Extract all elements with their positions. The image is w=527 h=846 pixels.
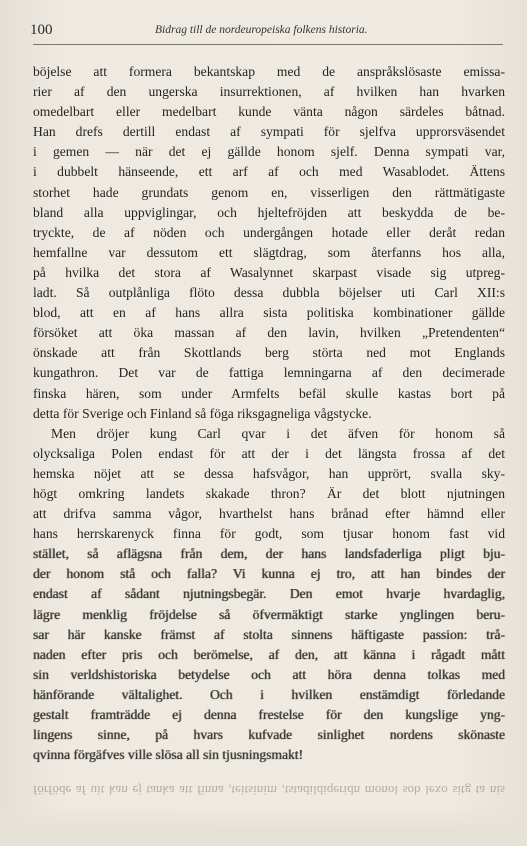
text-line: önskade att från Skottlands berg störta ned mot Englands bbox=[33, 345, 505, 361]
bleed-through-text: förföde af uit kan ej tanka att finna ,teitsinim ,tstadildiqeridn monol sob lexo sitg ta nis bbox=[33, 783, 505, 798]
text-line: på hvilka det stora af Wasalynnet skarpast visade sig utpreg- bbox=[33, 264, 505, 280]
text-line: kungathron. Det var de fattiga lemningarna af den decimerade bbox=[33, 365, 505, 381]
text-line: omedelbart eller medelbart kunde vänta någon särdeles båtnad. bbox=[33, 104, 505, 120]
page-header bbox=[0, 18, 527, 44]
text-line: bland alla uppviglingar, och hjeltefröjden att beskydda de be- bbox=[33, 204, 505, 220]
text-line: Men dröjer kung Carl qvar i det äfven för honom så bbox=[51, 425, 505, 441]
text-line: högt omkring landets skakade thron? Är det blott njutningen bbox=[33, 485, 505, 501]
text-line: qvinna förgäfves ville slösa all sin tjusningsmakt! bbox=[33, 747, 304, 763]
text-line: i gemen — när det ej gällde honom sjelf. Denna sympati var, bbox=[33, 144, 505, 160]
text-line: der honom stå och falla? Vi kunna ej tro, att han bindes der bbox=[33, 566, 505, 582]
text-line: stället, så aflägsna från dem, der hans landsfaderliga pligt bju- bbox=[33, 546, 505, 562]
text-line: naden efter pris och berömelse, af den, att känna i rågadt mått bbox=[33, 646, 505, 662]
header-rule bbox=[33, 44, 503, 45]
text-line: ladt. Så outplånliga flöto dessa dubbla böjelser uti Carl XII:s bbox=[33, 285, 505, 301]
page-number: 100 bbox=[30, 22, 53, 38]
text-line: hemfallne var dessutom ett slägtdrag, som återfanns hos alla, bbox=[33, 244, 505, 260]
text-line: sar här kanske främst af stolta sinnens häftigaste passion: trå- bbox=[33, 626, 505, 642]
text-line: storhet hade grundats genom en, visserligen den rättmätigaste bbox=[33, 184, 505, 200]
text-line: tryckte, de af nöden och undergången hotade eller deråt redan bbox=[33, 224, 505, 240]
text-line: gestalt framträdde ej denna frestelse för den kungslige yng- bbox=[33, 707, 505, 722]
text-line: lingens sinne, på hvars kufvade sinlighet nordens skönaste bbox=[33, 727, 505, 743]
text-line: olycksaliga Polen endast för att der i det längsta frossa af det bbox=[33, 445, 505, 461]
text-line: finska hären, som under Armfelts befäl skulle kastas bort på bbox=[33, 385, 505, 401]
text-line: i dubbelt hänseende, ett arf af och med Wasablodet. Ättens bbox=[33, 164, 505, 180]
running-title: Bidrag till de nordeuropeiska folkens historia. bbox=[155, 24, 368, 36]
text-line: rier af den ungerska insurrektionen, af hvilken han hvarken bbox=[33, 84, 505, 100]
text-line: Han drefs dertill endast af sympati för sjelfva upprorsväsendet bbox=[33, 124, 505, 140]
body-text bbox=[33, 62, 505, 765]
text-line: böjelse att formera bekantskap med de anspråkslösaste emissa- bbox=[33, 64, 505, 79]
text-line: blod, att en af hans allra sista politiska kombinationer gällde bbox=[33, 305, 505, 321]
text-line: att drifva samma vågor, hvarthelst hans brånad efter hämnd eller bbox=[33, 506, 505, 522]
text-line: endast af sådant njutningsbegär. Den emot hvarje hvardaglig, bbox=[33, 586, 505, 602]
text-line: sin verldshistoriska betydelse och att höra denna tolkas med bbox=[33, 666, 505, 682]
text-line: detta för Sverige och Finland så föga riksgagneliga vågstycke. bbox=[33, 405, 372, 421]
text-line: hans herrskarenyck finna för godt, som tjusar honom fast vid bbox=[33, 526, 505, 542]
text-line: försöket att öka massan af den lavin, hvilken „Pretendenten“ bbox=[33, 325, 505, 341]
text-line: hemska nöjet att se dessa hafsvågor, han upprört, svalla sky- bbox=[33, 465, 505, 481]
text-line: hänförande vältalighet. Och i hvilken enstämdigt förledande bbox=[33, 686, 505, 702]
text-line: lägre menklig fröjdelse så öfvermäktigt starke ynglingen beru- bbox=[33, 606, 505, 622]
page-bottom-shade bbox=[0, 805, 527, 846]
